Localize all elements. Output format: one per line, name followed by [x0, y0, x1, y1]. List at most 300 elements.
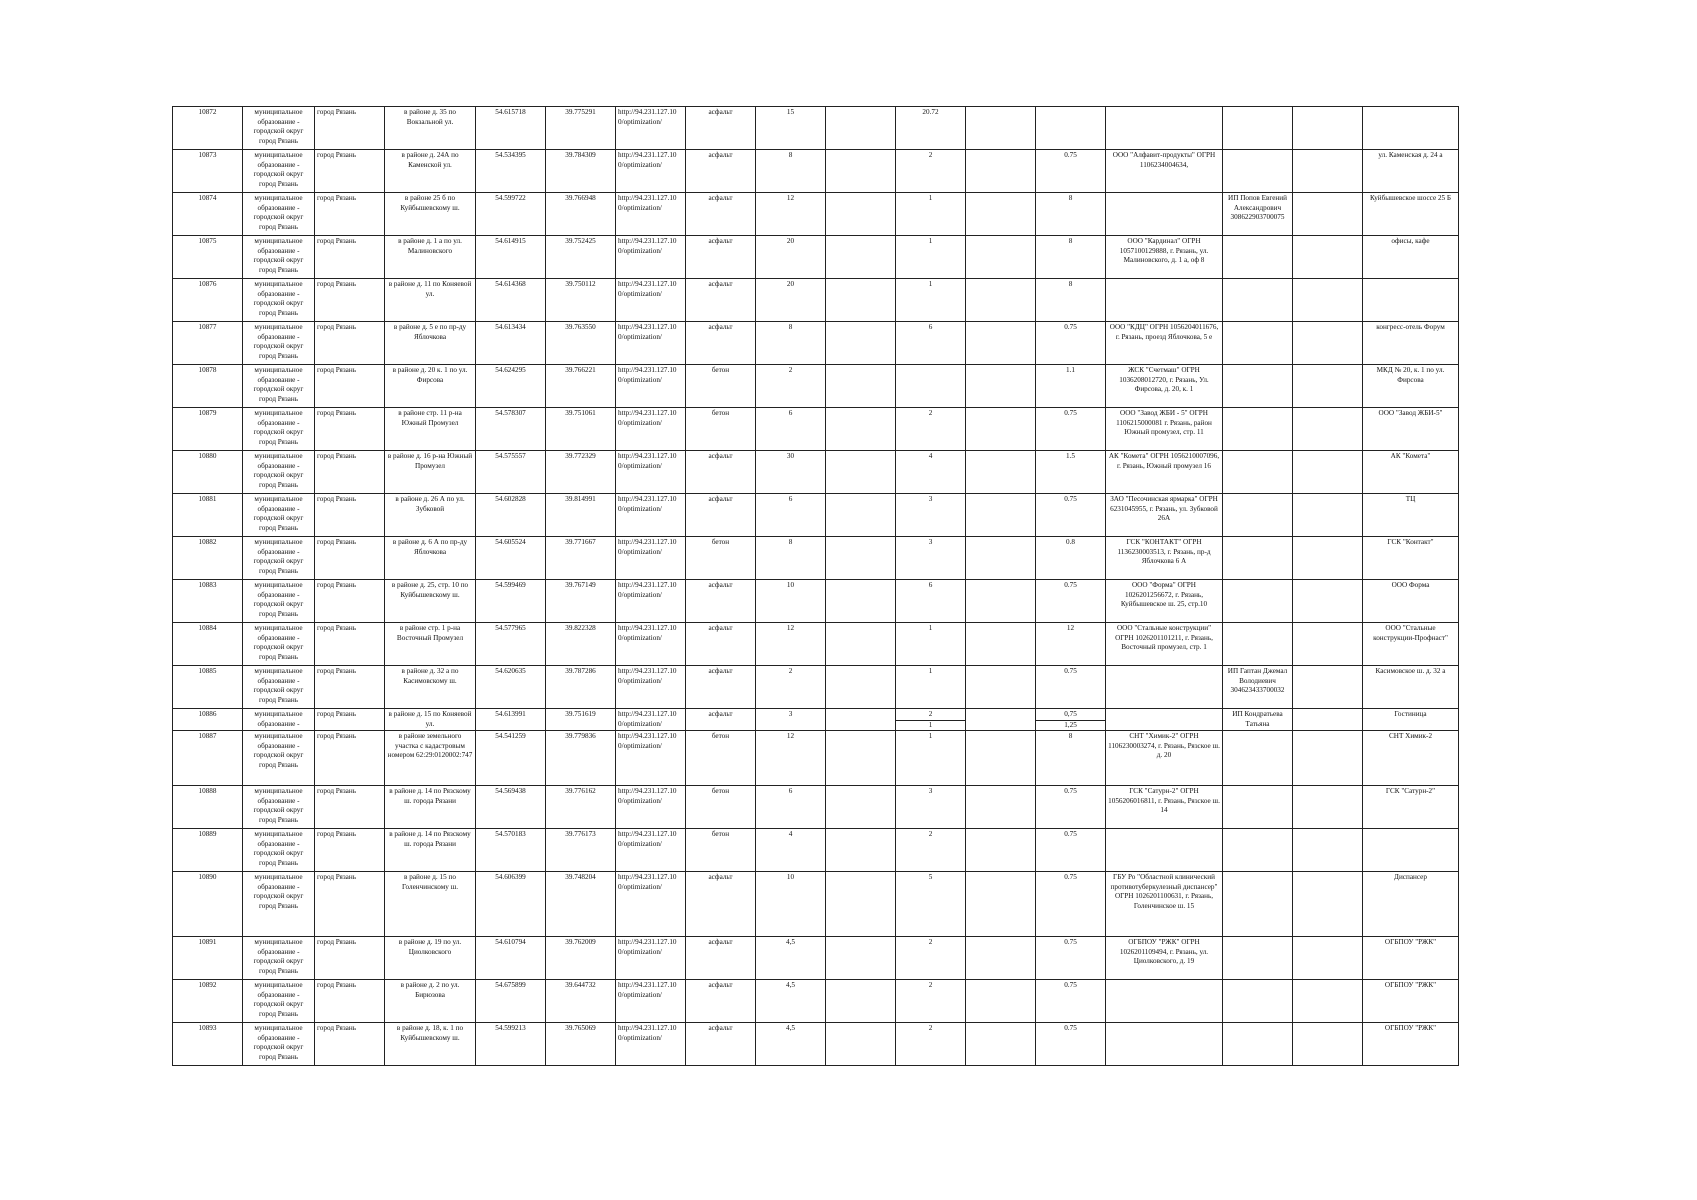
cell-location: в районе д. 18, к. 1 по Куйбышевскому ш.: [385, 1023, 476, 1066]
cell-col10: [826, 236, 896, 279]
cell-source: СНТ Химик-2: [1363, 731, 1459, 786]
cell-surface: асфальт: [686, 872, 756, 937]
cell-record-id: 10876: [173, 279, 243, 322]
cell-surface: бетон: [686, 537, 756, 580]
cell-col12: [966, 829, 1036, 872]
cell-record-id: 10875: [173, 236, 243, 279]
cell-url: http://94.231.127.10 0/optimization/: [616, 451, 686, 494]
table-row: [173, 786, 1459, 829]
cell-longitude: 39.771667: [546, 537, 616, 580]
cell-owner-ip: [1223, 1023, 1293, 1066]
cell-container-count: 2: [896, 1023, 966, 1066]
cell-container-volume: 0.75: [1036, 829, 1106, 872]
cell-record-id: 10893: [173, 1023, 243, 1066]
cell-surface: асфальт: [686, 193, 756, 236]
table-row: [173, 937, 1459, 980]
cell-longitude: 39.784309: [546, 150, 616, 193]
cell-municipality: муниципальное образование - городской округ город Рязань: [243, 872, 315, 937]
cell-area: 6: [756, 494, 826, 537]
cell-owner-ip: [1223, 107, 1293, 150]
cell-location: в районе земельного участка с кадастровым номером 62:29:0120002:747: [385, 731, 476, 786]
cell-municipality: муниципальное образование - городской округ город Рязань: [243, 623, 315, 666]
cell-area: 4: [756, 829, 826, 872]
cell-owner-legal: ООО "Алфавит-продукты" ОГРН 1106234004634,: [1106, 150, 1223, 193]
cell-owner-legal: [1106, 709, 1223, 731]
cell-surface: асфальт: [686, 1023, 756, 1066]
cell-source: ООО "Завод ЖБИ-5": [1363, 408, 1459, 451]
cell-longitude: 39.772329: [546, 451, 616, 494]
cell-container-volume: 8: [1036, 236, 1106, 279]
cell-location: в районе д. 5 е по пр-ду Яблочкова: [385, 322, 476, 365]
cell-surface: асфальт: [686, 279, 756, 322]
cell-location: в районе д. 2 по ул. Бирюзова: [385, 980, 476, 1023]
cell-record-id: 10878: [173, 365, 243, 408]
cell-record-id: 10881: [173, 494, 243, 537]
cell-col12: [966, 786, 1036, 829]
cell-city: город Рязань: [315, 451, 385, 494]
cell-city: город Рязань: [315, 322, 385, 365]
cell-city: город Рязань: [315, 872, 385, 937]
cell-longitude: 39.752425: [546, 236, 616, 279]
cell-record-id: 10877: [173, 322, 243, 365]
cell-source: конгресс-отель Форум: [1363, 322, 1459, 365]
cell-col16: [1293, 494, 1363, 537]
table-row: [173, 279, 1459, 322]
cell-url: http://94.231.127.10 0/optimization/: [616, 408, 686, 451]
cell-container-count: 1: [896, 666, 966, 709]
cell-location: в районе д. 1 а по ул. Малиновского: [385, 236, 476, 279]
cell-owner-ip: [1223, 236, 1293, 279]
cell-source: ООО Форма: [1363, 580, 1459, 623]
cell-container-count: 6: [896, 580, 966, 623]
cell-latitude: 54.602828: [476, 494, 546, 537]
cell-owner-legal: ГБУ Ро "Областной клинический противотуберкулезный диспансер" ОГРН 1026201100631, г. Рязань, Голенчинское ш. 15: [1106, 872, 1223, 937]
cell-col12: [966, 322, 1036, 365]
cell-col10: [826, 623, 896, 666]
cell-latitude: 54.606399: [476, 872, 546, 937]
cell-latitude: 54.599469: [476, 580, 546, 623]
cell-location: в районе д. 20 к. 1 по ул. Фирсова: [385, 365, 476, 408]
cell-surface: асфальт: [686, 494, 756, 537]
cell-area: 6: [756, 408, 826, 451]
cell-url: http://94.231.127.10 0/optimization/: [616, 980, 686, 1023]
cell-col12: [966, 193, 1036, 236]
cell-record-id: 10891: [173, 937, 243, 980]
cell-col16: [1293, 1023, 1363, 1066]
cell-record-id: 10885: [173, 666, 243, 709]
cell-url: http://94.231.127.10 0/optimization/: [616, 322, 686, 365]
cell-longitude: 39.644732: [546, 980, 616, 1023]
cell-col12: [966, 580, 1036, 623]
cell-col16: [1293, 537, 1363, 580]
table-row: [173, 709, 1459, 731]
cell-url: http://94.231.127.10 0/optimization/: [616, 537, 686, 580]
cell-municipality: муниципальное образование - городской округ город Рязань: [243, 279, 315, 322]
cell-owner-ip: [1223, 494, 1293, 537]
cell-source: АК "Комета": [1363, 451, 1459, 494]
cell-col10: [826, 1023, 896, 1066]
cell-surface: асфальт: [686, 980, 756, 1023]
cell-latitude: 54.541259: [476, 731, 546, 786]
cell-city: город Рязань: [315, 150, 385, 193]
cell-col10: [826, 193, 896, 236]
cell-col12: [966, 666, 1036, 709]
cell-area: 8: [756, 537, 826, 580]
cell-latitude: 54.575557: [476, 451, 546, 494]
table-row: [173, 193, 1459, 236]
cell-owner-ip: [1223, 786, 1293, 829]
cell-container-count: [896, 365, 966, 408]
cell-record-id: 10872: [173, 107, 243, 150]
cell-municipality: муниципальное образование - городской округ город Рязань: [243, 786, 315, 829]
cell-owner-legal: ЖСК "Счетмаш" ОГРН 1036208012720, г. Рязань, Ул. Фирсова, д. 20, к. 1: [1106, 365, 1223, 408]
cell-source: [1363, 279, 1459, 322]
cell-owner-ip: [1223, 580, 1293, 623]
cell-col10: [826, 829, 896, 872]
cell-longitude: 39.748204: [546, 872, 616, 937]
cell-municipality: муниципальное образование - городской округ город Рязань: [243, 322, 315, 365]
cell-latitude: 54.613434: [476, 322, 546, 365]
cell-source: ОГБПОУ "РЖК": [1363, 937, 1459, 980]
cell-location: в районе д. 15 по Голенчинскому ш.: [385, 872, 476, 937]
cell-latitude: 54.615718: [476, 107, 546, 150]
cell-latitude: 54.599213: [476, 1023, 546, 1066]
cell-municipality: муниципальное образование - городской округ город Рязань: [243, 537, 315, 580]
cell-col12: [966, 236, 1036, 279]
cell-municipality: муниципальное образование - городской округ город Рязань: [243, 666, 315, 709]
cell-owner-legal: ЗАО "Песочинская ярмарка" ОГРН 6231045955, г. Рязань, ул. Зубковой 26А: [1106, 494, 1223, 537]
cell-record-id: 10890: [173, 872, 243, 937]
cell-location: в районе д. 25, стр. 10 по Куйбышевскому ш.: [385, 580, 476, 623]
cell-location: в районе д. 15 по Коняевой ул.: [385, 709, 476, 731]
cell-owner-ip: ИП Гаптан Джемал Володиевич 304623433700032: [1223, 666, 1293, 709]
cell-col10: [826, 408, 896, 451]
cell-owner-legal: СНТ "Химик-2" ОГРН 1106230003274, г. Рязань, Рязское ш. д. 20: [1106, 731, 1223, 786]
cell-col12: [966, 279, 1036, 322]
cell-municipality: муниципальное образование - городской округ город Рязань: [243, 580, 315, 623]
cell-col16: [1293, 451, 1363, 494]
cell-url: http://94.231.127.10 0/optimization/: [616, 623, 686, 666]
cell-area: 4,5: [756, 980, 826, 1023]
cell-container-volume: 8: [1036, 279, 1106, 322]
cell-owner-legal: ООО "Завод ЖБИ - 5" ОГРН 1106215000081 г. Рязань, район Южный промузел, стр. 11: [1106, 408, 1223, 451]
cell-city: город Рязань: [315, 537, 385, 580]
cell-owner-ip: [1223, 279, 1293, 322]
registry-table: [172, 106, 1459, 1066]
cell-location: в районе 25 б по Куйбышевскому ш.: [385, 193, 476, 236]
cell-city: город Рязань: [315, 937, 385, 980]
cell-municipality: муниципальное образование - городской округ город Рязань: [243, 408, 315, 451]
cell-container-volume: 0.75: [1036, 980, 1106, 1023]
cell-municipality: муниципальное образование - городской округ город Рязань: [243, 829, 315, 872]
cell-city: город Рязань: [315, 623, 385, 666]
cell-area: 3: [756, 709, 826, 731]
cell-city: город Рязань: [315, 193, 385, 236]
cell-municipality: муниципальное образование - городской округ город Рязань: [243, 937, 315, 980]
cell-source: ГСК "Сатурн-2": [1363, 786, 1459, 829]
table-row: [173, 365, 1459, 408]
table-row: [173, 872, 1459, 937]
cell-latitude: 54.605524: [476, 537, 546, 580]
cell-container-volume: 8: [1036, 193, 1106, 236]
cell-longitude: 39.776173: [546, 829, 616, 872]
cell-latitude: 54.534395: [476, 150, 546, 193]
cell-owner-legal: [1106, 829, 1223, 872]
cell-owner-ip: [1223, 408, 1293, 451]
cell-col16: [1293, 107, 1363, 150]
cell-source: ул. Каменская д. 24 а: [1363, 150, 1459, 193]
cell-location: в районе д. 32 а по Касимовскому ш.: [385, 666, 476, 709]
cell-owner-legal: [1106, 107, 1223, 150]
cell-area: 8: [756, 150, 826, 193]
table-row: [173, 322, 1459, 365]
cell-municipality: муниципальное образование - городской округ город Рязань: [243, 193, 315, 236]
cell-surface: асфальт: [686, 709, 756, 731]
cell-location: в районе д. 14 по Рязскому ш. города Рязани: [385, 786, 476, 829]
cell-container-volume: 0.75: [1036, 786, 1106, 829]
table-row: [173, 236, 1459, 279]
cell-container-volume: 0.75: [1036, 872, 1106, 937]
cell-col16: [1293, 322, 1363, 365]
cell-container-count: 1: [896, 193, 966, 236]
cell-col12: [966, 365, 1036, 408]
cell-record-id: 10879: [173, 408, 243, 451]
cell-col12: [966, 731, 1036, 786]
cell-container-count: 2: [896, 937, 966, 980]
cell-surface: асфальт: [686, 451, 756, 494]
cell-surface: асфальт: [686, 666, 756, 709]
cell-area: 4,5: [756, 1023, 826, 1066]
cell-col16: [1293, 623, 1363, 666]
cell-url: http://94.231.127.10 0/optimization/: [616, 731, 686, 786]
table-row: [173, 980, 1459, 1023]
cell-location: в районе стр. 1 р-на Восточный Промузел: [385, 623, 476, 666]
cell-owner-legal: ГСК "КОНТАКТ" ОГРН 1136230003513, г. Рязань, пр-д Яблочкова 6 А: [1106, 537, 1223, 580]
cell-container-volume: 0.75: [1036, 937, 1106, 980]
table-row: [173, 537, 1459, 580]
cell-city: город Рязань: [315, 107, 385, 150]
cell-owner-legal: ООО "Стальные конструкции" ОГРН 1026201101211, г. Рязань, Восточный промузел, стр. 1: [1106, 623, 1223, 666]
cell-surface: асфальт: [686, 322, 756, 365]
cell-owner-ip: [1223, 623, 1293, 666]
cell-city: город Рязань: [315, 408, 385, 451]
cell-container-volume: 1.1: [1036, 365, 1106, 408]
cell-latitude: 54.613991: [476, 709, 546, 731]
cell-municipality: муниципальное образование - городской округ город Рязань: [243, 1023, 315, 1066]
cell-owner-legal: [1106, 980, 1223, 1023]
cell-city: город Рязань: [315, 494, 385, 537]
cell-url: http://94.231.127.10 0/optimization/: [616, 193, 686, 236]
table-row: [173, 829, 1459, 872]
cell-record-id: 10874: [173, 193, 243, 236]
cell-col12: [966, 623, 1036, 666]
cell-col12: [966, 980, 1036, 1023]
cell-col10: [826, 937, 896, 980]
cell-col12: [966, 494, 1036, 537]
cell-area: 2: [756, 666, 826, 709]
cell-owner-ip: [1223, 731, 1293, 786]
cell-container-volume-part: 1,25: [1064, 720, 1077, 729]
cell-container-count: 2: [896, 408, 966, 451]
cell-col10: [826, 537, 896, 580]
cell-col12: [966, 451, 1036, 494]
cell-url: http://94.231.127.10 0/optimization/: [616, 829, 686, 872]
cell-municipality: муниципальное образование - городской округ город Рязань: [243, 365, 315, 408]
cell-url: http://94.231.127.10 0/optimization/: [616, 150, 686, 193]
cell-owner-legal: [1106, 193, 1223, 236]
cell-area: 2: [756, 365, 826, 408]
cell-col10: [826, 365, 896, 408]
table-row: [173, 150, 1459, 193]
cell-longitude: 39.750112: [546, 279, 616, 322]
cell-owner-ip: [1223, 451, 1293, 494]
cell-surface: бетон: [686, 786, 756, 829]
cell-owner-ip: [1223, 365, 1293, 408]
cell-col16: [1293, 236, 1363, 279]
cell-url: http://94.231.127.10 0/optimization/: [616, 666, 686, 709]
cell-col10: [826, 451, 896, 494]
cell-col10: [826, 494, 896, 537]
cell-col16: [1293, 408, 1363, 451]
cell-container-volume: 0.75: [1036, 322, 1106, 365]
cell-owner-legal: ОГБПОУ "РЖК" ОГРН 1026201109494, г. Рязань, ул. Циолковского, д. 19: [1106, 937, 1223, 980]
cell-container-volume: 0.8: [1036, 537, 1106, 580]
cell-source: Диспансер: [1363, 872, 1459, 937]
cell-latitude: 54.577965: [476, 623, 546, 666]
table-row: [173, 580, 1459, 623]
cell-latitude: 54.569438: [476, 786, 546, 829]
cell-municipality: муниципальное образование - городской округ город Рязань: [243, 451, 315, 494]
cell-area: 10: [756, 580, 826, 623]
cell-municipality: муниципальное образование -: [243, 709, 315, 731]
cell-longitude: 39.787286: [546, 666, 616, 709]
cell-city: город Рязань: [315, 731, 385, 786]
cell-col10: [826, 709, 896, 731]
cell-url: http://94.231.127.10 0/optimization/: [616, 279, 686, 322]
cell-url: http://94.231.127.10 0/optimization/: [616, 937, 686, 980]
cell-url: http://94.231.127.10 0/optimization/: [616, 1023, 686, 1066]
cell-city: город Рязань: [315, 365, 385, 408]
cell-col16: [1293, 709, 1363, 731]
cell-longitude: 39.779836: [546, 731, 616, 786]
cell-owner-legal: [1106, 666, 1223, 709]
cell-owner-legal: ООО "Кардинал" ОГРН 1057100129888, г. Рязань, ул. Малиновского, д. 1 а, оф 8: [1106, 236, 1223, 279]
cell-owner-legal: [1106, 279, 1223, 322]
cell-col12: [966, 408, 1036, 451]
cell-area: 12: [756, 193, 826, 236]
table-row: [173, 451, 1459, 494]
cell-source: Куйбышевское шоссе 25 Б: [1363, 193, 1459, 236]
cell-area: 20: [756, 236, 826, 279]
cell-container-count: 1: [896, 731, 966, 786]
cell-container-count: 1: [896, 623, 966, 666]
cell-record-id: 10889: [173, 829, 243, 872]
cell-municipality: муниципальное образование - городской округ город Рязань: [243, 236, 315, 279]
table-row: [173, 666, 1459, 709]
cell-record-id: 10884: [173, 623, 243, 666]
cell-container-count: [896, 709, 966, 731]
cell-col10: [826, 322, 896, 365]
cell-owner-ip: ИП Попов Евгений Александрович 308622903700075: [1223, 193, 1293, 236]
cell-owner-ip: [1223, 322, 1293, 365]
cell-col10: [826, 107, 896, 150]
cell-area: 6: [756, 786, 826, 829]
cell-container-volume: 0.75: [1036, 580, 1106, 623]
cell-url: http://94.231.127.10 0/optimization/: [616, 872, 686, 937]
cell-location: в районе д. 6 А по пр-ду Яблочкова: [385, 537, 476, 580]
cell-surface: асфальт: [686, 580, 756, 623]
cell-latitude: 54.599722: [476, 193, 546, 236]
cell-container-volume: [1036, 709, 1106, 731]
cell-col16: [1293, 150, 1363, 193]
cell-surface: асфальт: [686, 107, 756, 150]
cell-latitude: 54.614368: [476, 279, 546, 322]
cell-surface: бетон: [686, 365, 756, 408]
cell-col10: [826, 580, 896, 623]
cell-url: http://94.231.127.10 0/optimization/: [616, 494, 686, 537]
cell-location: в районе д. 14 по Рязскому ш. города Рязани: [385, 829, 476, 872]
cell-source: МКД № 20, к. 1 по ул. Фирсова: [1363, 365, 1459, 408]
cell-col16: [1293, 193, 1363, 236]
cell-area: 12: [756, 623, 826, 666]
cell-url: http://94.231.127.10 0/optimization/: [616, 709, 686, 731]
cell-container-count: 6: [896, 322, 966, 365]
cell-col10: [826, 786, 896, 829]
cell-container-count-part: 1: [928, 720, 933, 729]
cell-col12: [966, 1023, 1036, 1066]
cell-container-volume: 0.75: [1036, 408, 1106, 451]
cell-surface: асфальт: [686, 236, 756, 279]
cell-source: ТЦ: [1363, 494, 1459, 537]
table-row: [173, 1023, 1459, 1066]
cell-container-count: 5: [896, 872, 966, 937]
cell-col16: [1293, 580, 1363, 623]
cell-surface: асфальт: [686, 150, 756, 193]
cell-col16: [1293, 937, 1363, 980]
cell-latitude: 54.675899: [476, 980, 546, 1023]
cell-city: город Рязань: [315, 1023, 385, 1066]
cell-municipality: муниципальное образование - городской округ город Рязань: [243, 980, 315, 1023]
cell-location: в районе д. 24А по Каменской ул.: [385, 150, 476, 193]
cell-col12: [966, 872, 1036, 937]
cell-col12: [966, 150, 1036, 193]
cell-city: город Рязань: [315, 580, 385, 623]
cell-url: http://94.231.127.10 0/optimization/: [616, 786, 686, 829]
registry-table-sheet: [172, 106, 1458, 1066]
cell-container-volume: 0.75: [1036, 150, 1106, 193]
cell-container-volume: 0.75: [1036, 494, 1106, 537]
cell-col12: [966, 107, 1036, 150]
cell-longitude: 39.763550: [546, 322, 616, 365]
cell-url: http://94.231.127.10 0/optimization/: [616, 107, 686, 150]
cell-location: в районе д. 26 А по ул. Зубковой: [385, 494, 476, 537]
table-row: [173, 623, 1459, 666]
cell-latitude: 54.614915: [476, 236, 546, 279]
cell-area: 8: [756, 322, 826, 365]
cell-longitude: 39.766948: [546, 193, 616, 236]
cell-source: офисы, кафе: [1363, 236, 1459, 279]
cell-owner-legal: ООО "КДЦ" ОГРН 1056204011676, г. Рязань, проезд Яблочкова, 5 е: [1106, 322, 1223, 365]
cell-col10: [826, 872, 896, 937]
cell-longitude: 39.822328: [546, 623, 616, 666]
cell-owner-legal: ООО "Форма" ОГРН 1026201256672, г. Рязань, Куйбышевское ш. 25, стр.10: [1106, 580, 1223, 623]
cell-col16: [1293, 872, 1363, 937]
cell-container-count: 20.72: [896, 107, 966, 150]
cell-latitude: 54.624295: [476, 365, 546, 408]
cell-source: ГСК "Контакт": [1363, 537, 1459, 580]
cell-latitude: 54.620635: [476, 666, 546, 709]
cell-container-volume: 0.75: [1036, 666, 1106, 709]
